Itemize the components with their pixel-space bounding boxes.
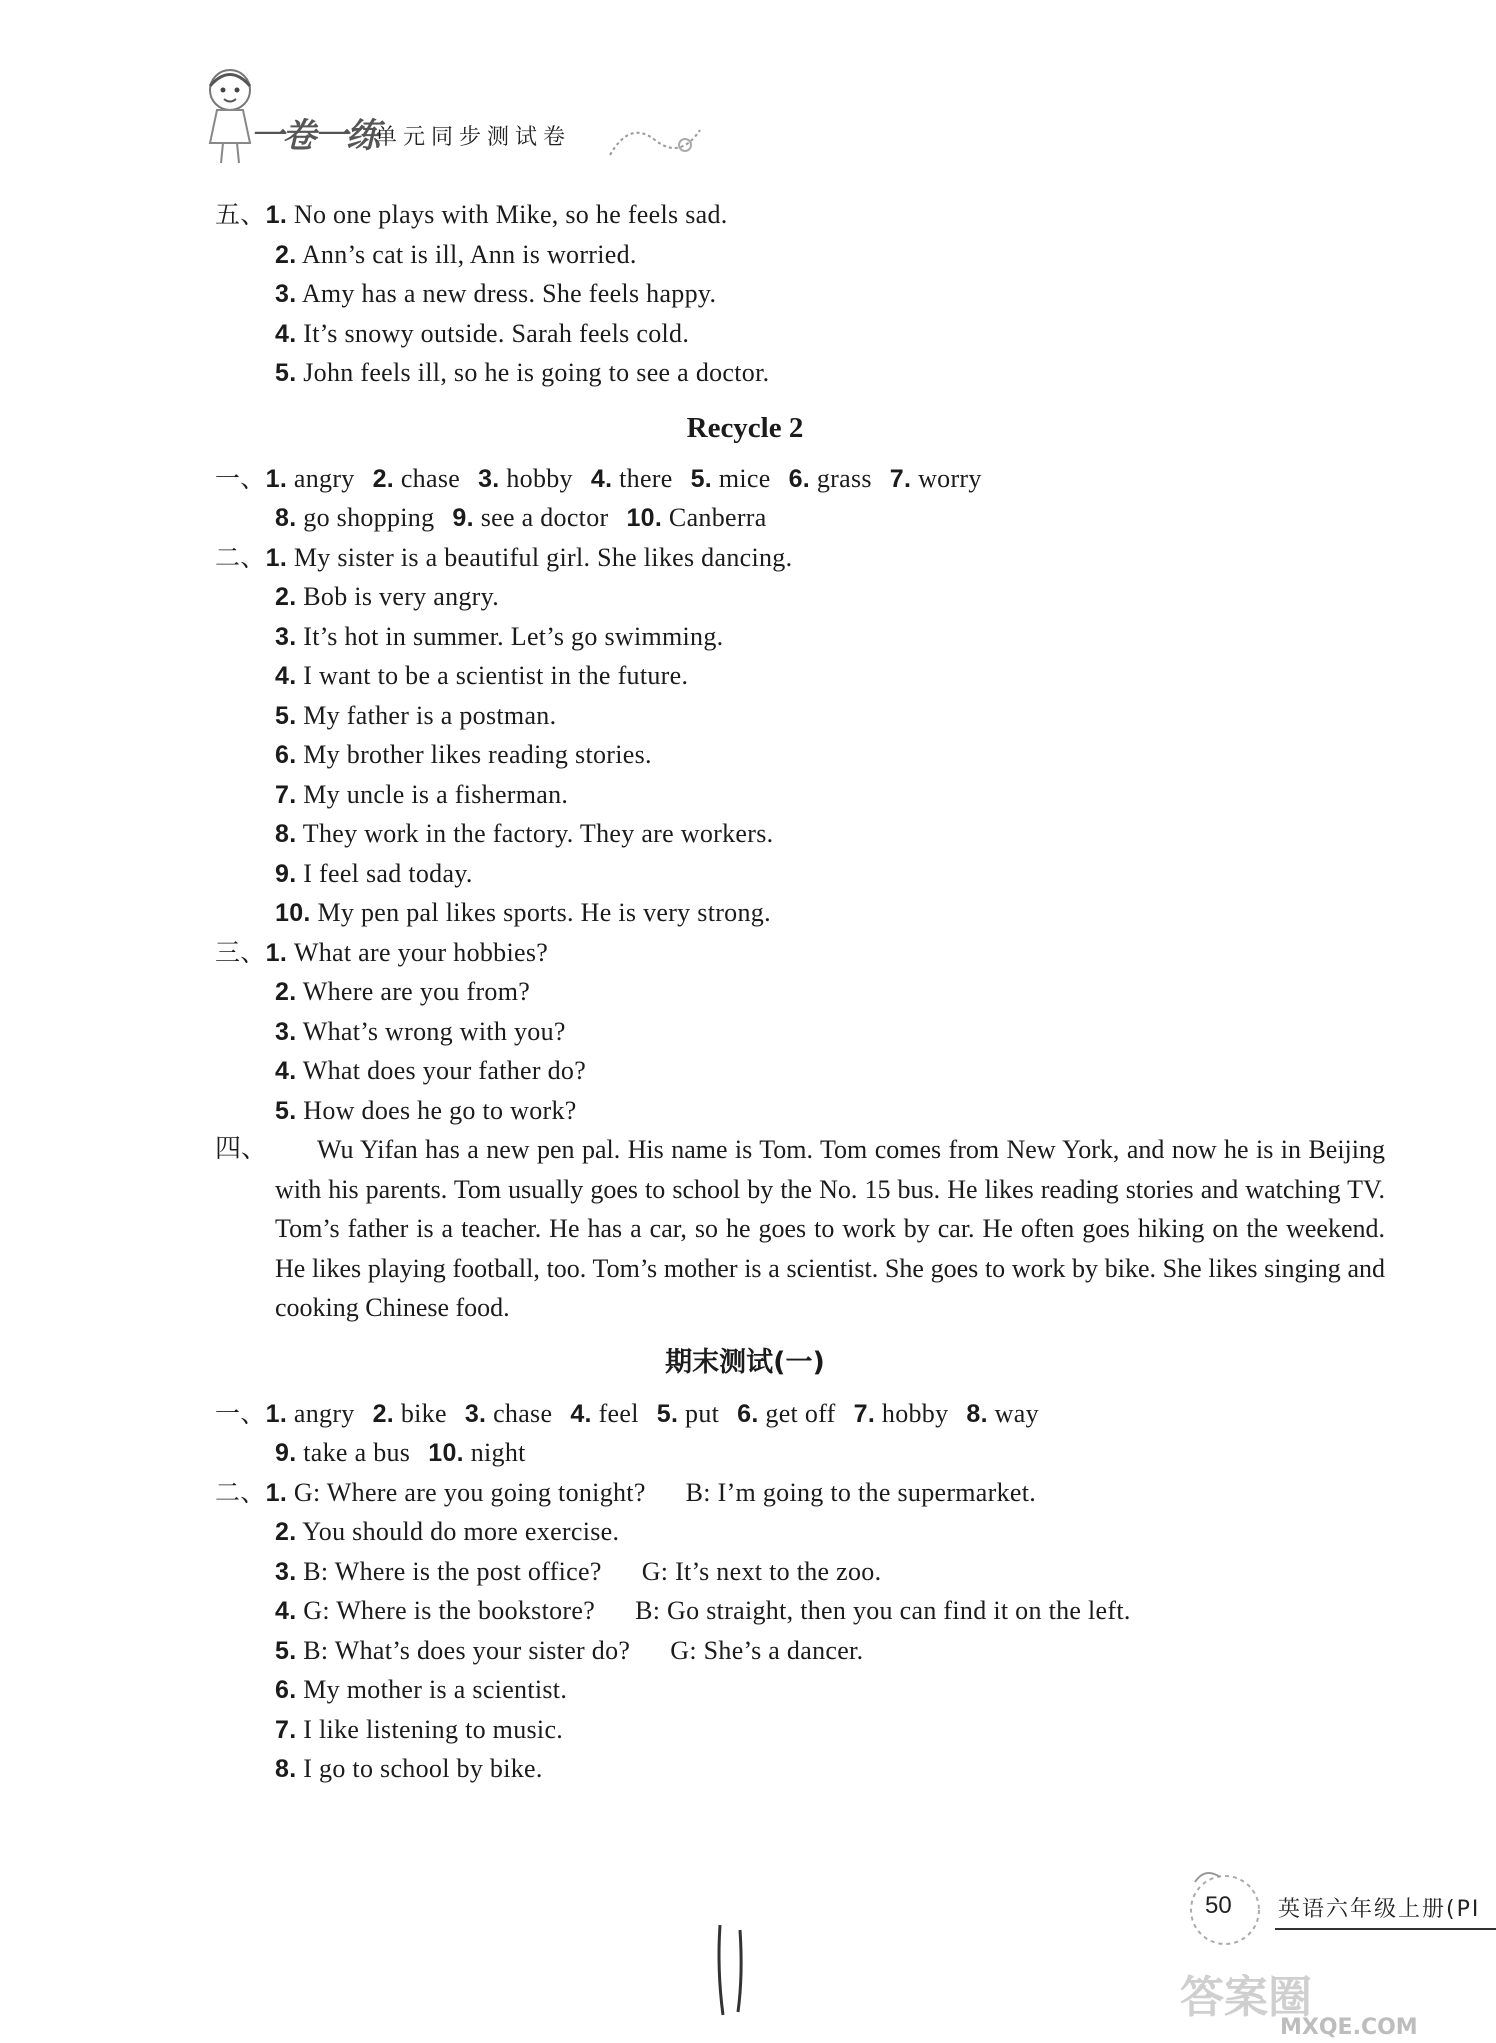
list-item: 8. They work in the factory. They are workers.: [275, 819, 774, 848]
word-list-line: 一、1. angry 2. chase 3. hobby 4. there 5. mice 6. grass 7. worry: [215, 463, 982, 493]
final1-part2: [215, 1473, 1395, 1789]
list-item: 2. Bob is very angry.: [275, 582, 500, 611]
list-item: 2. Ann’s cat is ill, Ann is worried.: [275, 239, 637, 269]
list-item: 4. What does your father do?: [275, 1056, 587, 1085]
list-item: 7. My uncle is a fisherman.: [275, 779, 569, 809]
list-item: 4. G: Where is the bookstore? B: Go straight, then you can find it on the left.: [275, 1596, 1131, 1625]
recycle2-part4: [215, 1130, 1395, 1328]
section-marker: 一、: [215, 463, 266, 493]
handwritten-mark-icon: [705, 1920, 765, 2020]
word-list-line: 8. go shopping 9. see a doctor 10. Canberra: [275, 503, 767, 532]
list-item: 6. My mother is a scientist.: [275, 1675, 568, 1704]
list-item: 5. B: What’s does your sister do? G: She’s a dancer.: [275, 1635, 864, 1665]
section-marker: 五、: [215, 200, 266, 229]
list-item: 3. Amy has a new dress. She feels happy.: [275, 279, 717, 308]
list-item: 5. How does he go to work?: [275, 1095, 577, 1125]
watermark-icon: [1160, 1960, 1496, 2038]
list-item: 5. John feels ill, so he is going to see a doctor.: [275, 358, 770, 387]
list-item: 10. My pen pal likes sports. He is very strong.: [275, 898, 771, 927]
watermark-logo: [1160, 1960, 1496, 2038]
page-header: [195, 58, 755, 168]
recycle2-part3: [215, 933, 1395, 1131]
section-marker: 四、: [215, 1134, 268, 1164]
list-item: 8. I go to school by bike.: [275, 1754, 543, 1783]
passage: [215, 1130, 1385, 1328]
page-number: 50: [1205, 1892, 1232, 1919]
list-item: 3. B: Where is the post office? G: It’s next to the zoo.: [275, 1556, 882, 1586]
list-item: 二、1. G: Where are you going tonight? B: I’m going to the supermarket.: [215, 1477, 1037, 1507]
header-title: 单元同步测试卷: [375, 125, 572, 150]
svg-text:MXQE.COM: MXQE.COM: [1280, 2015, 1418, 2038]
list-item: 9. I feel sad today.: [275, 858, 473, 888]
svg-text:答案圈: 答案圈: [1180, 1972, 1312, 2023]
list-item: 3. It’s hot in summer. Let’s go swimming.: [275, 621, 724, 651]
footer-divider: [1275, 1928, 1496, 1930]
list-item: 二、1. My sister is a beautiful girl. She likes dancing.: [215, 542, 793, 572]
list-item: 7. I like listening to music.: [275, 1714, 564, 1744]
section-marker: 三、: [215, 937, 266, 967]
section-title: Recycle 2: [686, 411, 804, 444]
recycle2-part2: [215, 538, 1395, 933]
brand-logo: 一卷一练: [250, 116, 378, 156]
word-list-line: 一、1. angry 2. bike 3. chase 4. feel 5. put 6. get off 7. hobby 8. way: [215, 1398, 1039, 1428]
section-marker: 一、: [215, 1398, 266, 1428]
list-item: 五、1. No one plays with Mike, so he feels sad.: [215, 200, 728, 229]
passage-text: Wu Yifan has a new pen pal. His name is Tom. Tom comes from New York, and now he is in Beijing with his parents. Tom usually goes to school by the No. 15 bus. He likes reading stories and watching TV. Tom’s father is a teacher. He has a car, so he goes to work by car. He often goes hiking on the weekend. He likes playing football, too. Tom’s mother is a scientist. She goes to work by bike. She likes singing and cooking Chinese food.: [275, 1135, 1385, 1322]
word-list-line: 9. take a bus 10. night: [275, 1438, 526, 1467]
list-item: 4. It’s snowy outside. Sarah feels cold.: [275, 318, 690, 348]
section-five: [215, 195, 1395, 393]
list-item: 6. My brother likes reading stories.: [275, 740, 652, 769]
section-title: 期末测试(一): [665, 1346, 825, 1378]
section-marker: 二、: [215, 1477, 266, 1507]
list-item: 三、1. What are your hobbies?: [215, 937, 549, 967]
list-item: 3. What’s wrong with you?: [275, 1016, 566, 1046]
book-title: 英语六年级上册(PI: [1278, 1897, 1481, 1922]
final1-part1: [215, 1394, 1395, 1473]
swirl-decoration-icon: [605, 110, 705, 170]
list-item: 5. My father is a postman.: [275, 700, 557, 730]
list-item: 2. You should do more exercise.: [275, 1517, 620, 1546]
recycle2-part1: [215, 459, 1395, 538]
answer-content: [215, 195, 1395, 1789]
list-item: 2. Where are you from?: [275, 977, 531, 1006]
section-marker: 二、: [215, 542, 266, 572]
list-item: 4. I want to be a scientist in the future.: [275, 661, 689, 690]
